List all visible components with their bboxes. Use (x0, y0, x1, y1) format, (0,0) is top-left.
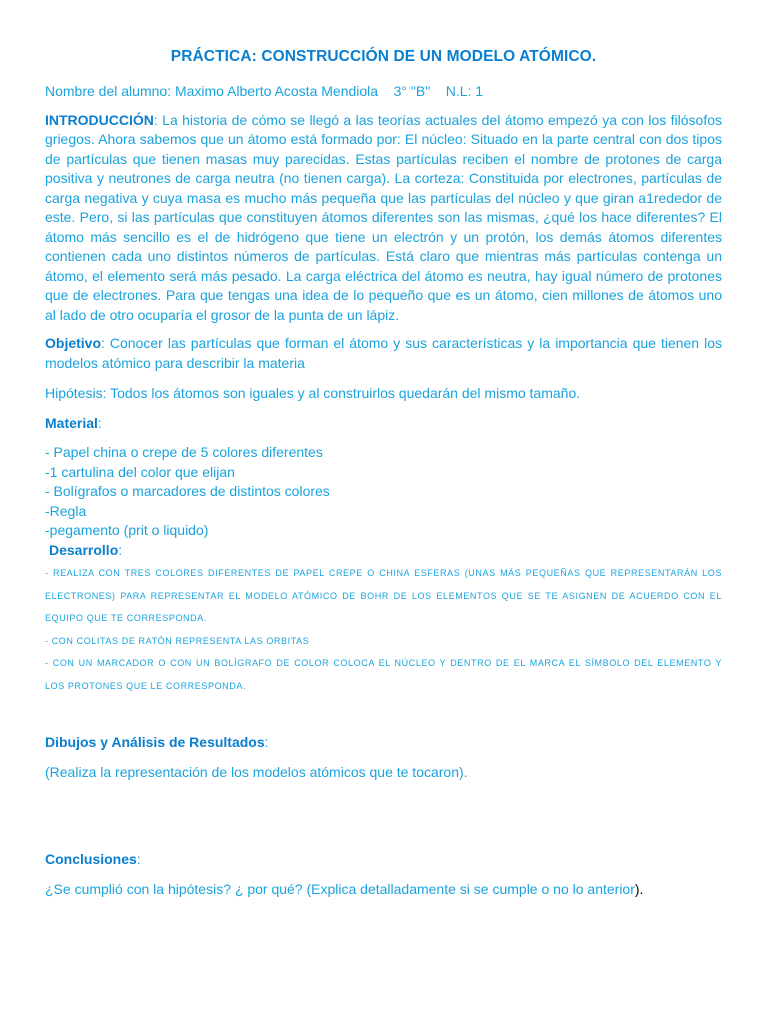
material-item: -Regla (45, 502, 87, 519)
material-item: -1 cartulina del color que elijan (45, 463, 235, 480)
conclusions-close: ). (634, 880, 644, 897)
material-item: - Bolígrafos o marcadores de distintos colores (45, 483, 330, 499)
conclusions-question: ¿Se cumplió con la hipótesis? ¿ por qué? (Explica detalladamente si se cumple o no lo anterior (45, 880, 635, 897)
document-page (45, 48, 722, 899)
material-item: -pegamento (prit o liquido) (45, 522, 209, 538)
introduction-separator: : (153, 111, 158, 128)
development-step: - CON COLITAS DE RATÓN REPRESENTA LAS ORBITAS (45, 635, 310, 646)
hypothesis-paragraph: Hipótesis: Todos los átomos son iguales y al construirlos quedarán del mismo tamaño. (45, 385, 581, 401)
drawings-separator: : (264, 734, 269, 750)
material-item: - Papel china o crepe de 5 colores diferentes (45, 444, 323, 460)
development-step: - REALIZA CON TRES COLORES DIFERENTES DE PAPEL CREPE O CHINA ESFERAS (UNAS MÁS PEQUEÑAS QUE REPRESENTARÁN LOS ELECTRONES) PARA REPRESENTAR EL MODELO ATÓMICO DE BOHR DE LOS ELEMENTOS QUE SE TE ASIGNEN DE ACUERDO CON EL EQUIPO QUE TE CORRESPONDA. (45, 568, 722, 623)
objective-paragraph (45, 334, 722, 373)
material-separator: : (97, 414, 102, 431)
page-title: PRÁCTICA: CONSTRUCCIÓN DE UN MODELO ATÓMICO. (170, 48, 597, 65)
introduction-label: INTRODUCCIÓN (45, 111, 154, 128)
material-list (45, 443, 722, 541)
objective-text: Conocer las partículas que forman el átomo y sus características y la importancia que tienen los modelos atómico para describir la materia (45, 335, 722, 371)
material-heading (45, 414, 722, 434)
introduction-paragraph (45, 111, 722, 326)
drawings-heading (45, 733, 722, 753)
conclusions-label: Conclusiones (45, 851, 137, 867)
material-label: Material (45, 414, 98, 431)
student-info: Nombre del alumno: Maximo Alberto Acosta Mendiola 3° "B" N.L: 1 (45, 83, 484, 99)
development-step: - CON UN MARCADOR O CON UN BOLÍGRAFO DE COLOR COLOCA EL NÚCLEO Y DENTRO DE EL MARCA EL SÍMBOLO DEL ELEMENTO Y LOS PROTONES QUE LE CORRESPONDA. (45, 658, 722, 691)
drawings-text: (Realiza la representación de los modelos atómicos que te tocaron). (45, 763, 468, 780)
conclusions-separator: : (136, 851, 141, 867)
development-label: Desarrollo (49, 541, 119, 558)
introduction-text: La historia de cómo se llegó a las teorías actuales del átomo empezó ya con los filósofos griegos. Ahora sabemos que un átomo está formado por: El núcleo: Situado en la parte central con dos tipos de partículas que tienen masas muy parecidas. Estas partículas reciben el nombre de protones de carga positiva y neutrones de carga neutra (no tienen carga). La corteza: Constituida por electrones, partículas de carga negativa y cuya masa es mucho más pequeña que las partículas del núcleo y que giran a1rededor de este. Pero, si las partículas que constituyen átomos diferentes son las mismas, ¿qué los hace diferentes? El átomo más sencillo es el de hidrógeno que tiene un electrón y un protón, los demás átomos diferentes contienen cada uno distintos números de partículas. Está claro que mientras más partículas contenga un átomo, el elemento será más pesado. La carga eléctrica del átomo es neutra, hay igual número de protones que de electrones. Para que tengas una idea de lo pequeño que es un átomo, cien millones de átomos uno al lado de otro ocuparía el grosor de la punta de un lápiz. (45, 111, 722, 323)
development-heading (45, 541, 722, 561)
objective-label: Objetivo (45, 335, 102, 351)
objective-separator: : (101, 335, 105, 351)
conclusions-heading (45, 850, 722, 870)
development-separator: : (118, 541, 123, 558)
drawings-label: Dibujos y Análisis de Resultados (45, 734, 265, 750)
conclusions-text (45, 880, 722, 900)
development-steps (45, 562, 722, 697)
